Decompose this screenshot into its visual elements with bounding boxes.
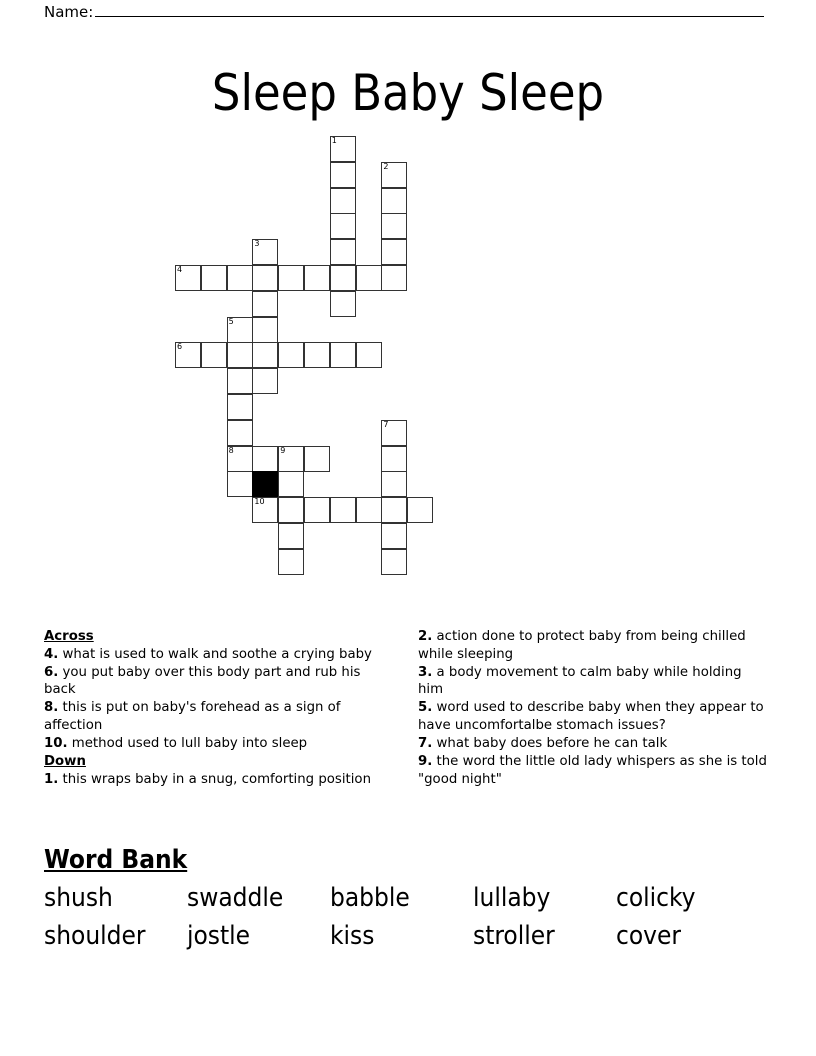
grid-cell-number: 5 — [228, 316, 234, 326]
clue-text: the word the little old lady whispers as she is told "good night" — [418, 753, 767, 787]
grid-cell[interactable] — [356, 497, 382, 523]
word-bank-word: shoulder — [44, 920, 146, 951]
grid-cell[interactable] — [381, 446, 407, 472]
grid-cell-blocked — [252, 471, 278, 497]
grid-cell-number: 3 — [254, 239, 260, 249]
grid-cell[interactable] — [330, 239, 356, 265]
word-bank-word: cover — [616, 920, 682, 951]
grid-cell[interactable] — [252, 291, 278, 317]
grid-cell-number: 7 — [383, 419, 389, 429]
grid-cell[interactable] — [227, 420, 253, 446]
grid-cell-number: 6 — [177, 342, 183, 352]
grid-cell[interactable] — [330, 162, 356, 188]
grid-cell[interactable] — [356, 265, 382, 291]
grid-cell[interactable] — [252, 446, 278, 472]
grid-cell[interactable] — [278, 342, 304, 368]
clue-text: what is used to walk and soothe a crying baby — [58, 646, 372, 662]
grid-cell[interactable] — [252, 239, 278, 265]
grid-cell[interactable] — [381, 265, 407, 291]
grid-cell[interactable] — [278, 446, 304, 472]
grid-cell[interactable] — [304, 342, 330, 368]
clue-number: 9. — [418, 753, 433, 769]
clue-across-4 — [44, 646, 396, 664]
clue-down-3 — [418, 664, 770, 700]
grid-cell[interactable] — [381, 549, 407, 575]
grid-cell[interactable] — [278, 523, 304, 549]
clue-down-9 — [418, 753, 770, 789]
grid-cell[interactable] — [381, 239, 407, 265]
clue-number: 8. — [44, 700, 59, 716]
grid-cell[interactable] — [381, 420, 407, 446]
grid-cell[interactable] — [175, 265, 201, 291]
clue-text: this is put on baby's forehead as a sign of affection — [44, 700, 341, 734]
grid-cell[interactable] — [330, 265, 356, 291]
grid-cell[interactable] — [330, 497, 356, 523]
grid-cell-number: 4 — [177, 265, 183, 274]
page-title: Sleep Baby Sleep — [211, 63, 605, 122]
clue-number: 7. — [418, 735, 433, 751]
grid-cell[interactable] — [227, 394, 253, 420]
grid-cell[interactable] — [304, 446, 330, 472]
grid-cell[interactable] — [278, 497, 304, 523]
grid-cell[interactable] — [227, 265, 253, 291]
grid-cell[interactable] — [356, 342, 382, 368]
clue-number: 10. — [44, 735, 68, 751]
clue-down-7 — [418, 735, 770, 753]
grid-cell[interactable] — [175, 342, 201, 368]
grid-cell[interactable] — [252, 265, 278, 291]
clue-text: what baby does before he can talk — [432, 735, 668, 751]
clues-column-left — [44, 628, 396, 788]
grid-cell[interactable] — [227, 342, 253, 368]
grid-cell[interactable] — [381, 188, 407, 214]
clue-text: this wraps baby in a snug, comforting position — [58, 771, 371, 787]
word-bank-word: jostle — [187, 920, 251, 951]
grid-cell[interactable] — [227, 317, 253, 343]
grid-cell[interactable] — [381, 471, 407, 497]
clues-column-right — [418, 628, 770, 788]
clue-across-10 — [44, 735, 396, 753]
word-bank-rows — [44, 880, 772, 955]
grid-cell[interactable] — [330, 188, 356, 214]
clue-text: method used to lull baby into sleep — [67, 735, 308, 751]
name-label: Name: — [44, 3, 94, 21]
grid-cell[interactable] — [304, 265, 330, 291]
grid-cell[interactable] — [330, 291, 356, 317]
grid-cell-number: 8 — [228, 445, 234, 455]
across-heading: Across — [44, 629, 94, 644]
clue-down-5 — [418, 699, 770, 735]
grid-cell-number: 1 — [331, 136, 337, 145]
clue-number: 3. — [418, 664, 433, 680]
grid-cell[interactable] — [227, 446, 253, 472]
grid-cell[interactable] — [278, 471, 304, 497]
grid-cell[interactable] — [330, 342, 356, 368]
down-heading: Down — [44, 753, 86, 769]
clue-down-2 — [418, 628, 770, 664]
name-row — [44, 2, 764, 21]
clue-number: 1. — [44, 771, 59, 787]
grid-cell[interactable] — [278, 265, 304, 291]
word-bank-row — [44, 880, 772, 918]
clue-number: 6. — [44, 664, 59, 680]
clue-across-6 — [44, 664, 396, 700]
grid-cell[interactable] — [407, 497, 433, 523]
grid-cell[interactable] — [381, 213, 407, 239]
word-bank-word: lullaby — [473, 882, 551, 913]
grid-cell[interactable] — [252, 368, 278, 394]
grid-cell[interactable] — [304, 497, 330, 523]
grid-cell[interactable] — [252, 342, 278, 368]
grid-cell[interactable] — [381, 523, 407, 549]
grid-cell-number: 2 — [383, 161, 389, 171]
clue-text: a body movement to calm baby while holding him — [418, 664, 742, 698]
grid-cell[interactable] — [227, 471, 253, 497]
clue-across-8 — [44, 699, 396, 735]
grid-cell[interactable] — [381, 162, 407, 188]
word-bank-row — [44, 918, 772, 956]
word-bank-title: Word Bank — [44, 845, 188, 875]
grid-cell[interactable] — [330, 136, 356, 162]
word-bank-word: shush — [44, 882, 113, 913]
clue-number: 2. — [418, 629, 433, 644]
grid-cell[interactable] — [252, 317, 278, 343]
clue-number: 4. — [44, 646, 59, 662]
clue-number: 5. — [418, 700, 433, 716]
grid-cell-number: 10 — [254, 497, 265, 507]
clue-down-1 — [44, 771, 396, 789]
clue-text: you put baby over this body part and rub his back — [44, 664, 361, 698]
grid-cell[interactable] — [201, 265, 227, 291]
grid-cell[interactable] — [201, 342, 227, 368]
name-blank-line[interactable] — [95, 2, 764, 17]
clue-text: action done to protect baby from being chilled while sleeping — [418, 629, 746, 662]
grid-cell[interactable] — [252, 497, 278, 523]
grid-cell[interactable] — [381, 497, 407, 523]
grid-cell[interactable] — [330, 213, 356, 239]
word-bank-word: swaddle — [187, 882, 284, 913]
clues-section — [44, 628, 772, 788]
grid-cell[interactable] — [227, 368, 253, 394]
word-bank-word: colicky — [616, 882, 696, 913]
word-bank-section — [44, 846, 772, 955]
clue-text: word used to describe baby when they appear to have uncomfortalbe stomach issues? — [418, 700, 764, 734]
word-bank-word: stroller — [473, 920, 555, 951]
word-bank-word: kiss — [330, 920, 375, 951]
grid-cell-number: 9 — [280, 445, 286, 455]
grid-cell[interactable] — [278, 549, 304, 575]
word-bank-word: babble — [330, 882, 410, 913]
